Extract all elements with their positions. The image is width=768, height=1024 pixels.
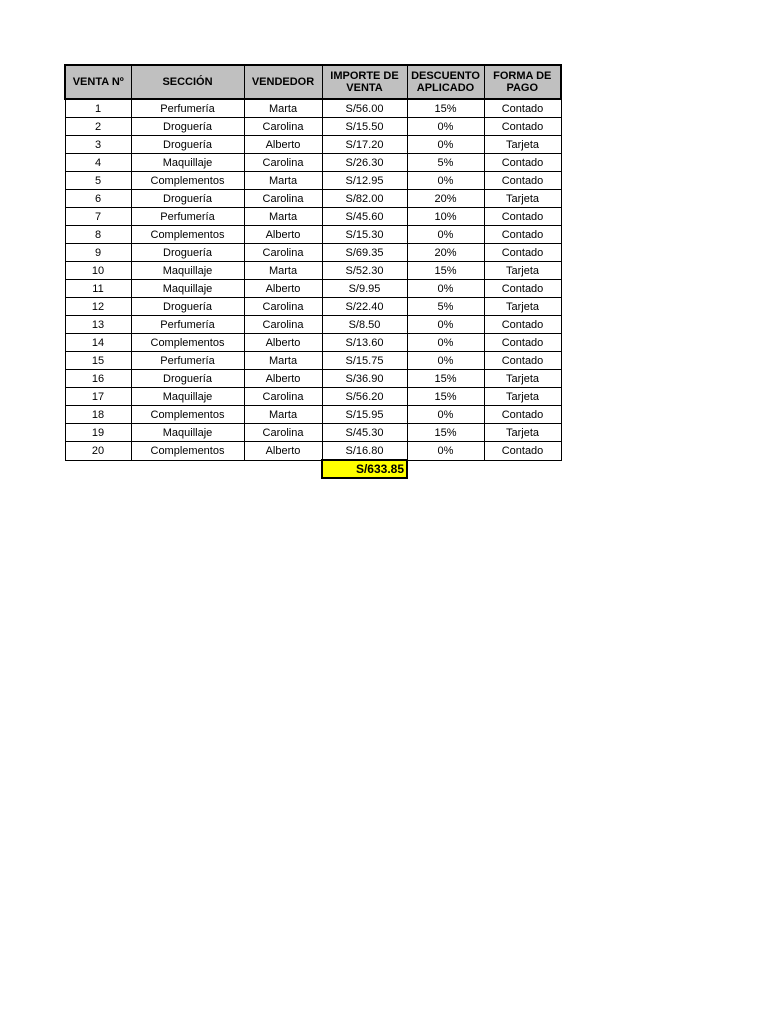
vendedor-cell[interactable]: Carolina (244, 298, 322, 316)
empty-cell (484, 460, 561, 478)
table-row (65, 190, 561, 208)
table-body (65, 99, 561, 460)
seccion-cell[interactable]: Droguería (131, 370, 244, 388)
venta-num-cell[interactable]: 4 (65, 154, 131, 172)
forma-pago-cell[interactable]: Tarjeta (484, 190, 561, 208)
venta-num-cell[interactable]: 19 (65, 424, 131, 442)
forma-pago-cell[interactable]: Tarjeta (484, 262, 561, 280)
spreadsheet-sheet (64, 64, 562, 479)
descuento-cell[interactable]: 20% (407, 244, 484, 262)
importe-cell[interactable]: S/17.20 (322, 136, 407, 154)
forma-pago-cell[interactable]: Contado (484, 280, 561, 298)
venta-num-cell[interactable]: 12 (65, 298, 131, 316)
descuento-cell[interactable]: 0% (407, 442, 484, 461)
importe-cell[interactable]: S/15.95 (322, 406, 407, 424)
header-forma-pago[interactable]: FORMA DE PAGO (484, 65, 561, 99)
vendedor-cell[interactable]: Marta (244, 352, 322, 370)
vendedor-cell[interactable]: Marta (244, 262, 322, 280)
header-importe[interactable]: IMPORTE DE VENTA (322, 65, 407, 99)
seccion-cell[interactable]: Perfumería (131, 99, 244, 118)
seccion-cell[interactable]: Complementos (131, 334, 244, 352)
forma-pago-cell[interactable]: Contado (484, 334, 561, 352)
forma-pago-cell[interactable]: Contado (484, 118, 561, 136)
table-row (65, 316, 561, 334)
forma-pago-cell[interactable]: Contado (484, 99, 561, 118)
venta-num-cell[interactable]: 17 (65, 388, 131, 406)
seccion-cell[interactable]: Maquillaje (131, 280, 244, 298)
importe-cell[interactable]: S/45.60 (322, 208, 407, 226)
table-row (65, 370, 561, 388)
vendedor-cell[interactable]: Marta (244, 99, 322, 118)
venta-num-cell[interactable]: 11 (65, 280, 131, 298)
importe-cell[interactable]: S/26.30 (322, 154, 407, 172)
table-row (65, 154, 561, 172)
descuento-cell[interactable]: 0% (407, 136, 484, 154)
empty-cell (131, 460, 244, 478)
table-row (65, 244, 561, 262)
seccion-cell[interactable]: Perfumería (131, 316, 244, 334)
table-row (65, 388, 561, 406)
forma-pago-cell[interactable]: Tarjeta (484, 370, 561, 388)
vendedor-cell[interactable]: Carolina (244, 424, 322, 442)
vendedor-cell[interactable]: Alberto (244, 334, 322, 352)
total-row (65, 460, 561, 478)
vendedor-cell[interactable]: Carolina (244, 190, 322, 208)
empty-cell (407, 460, 484, 478)
table-row (65, 442, 561, 461)
header-vendedor[interactable]: VENDEDOR (244, 65, 322, 99)
venta-num-cell[interactable]: 7 (65, 208, 131, 226)
forma-pago-cell[interactable]: Contado (484, 244, 561, 262)
total-importe-cell[interactable]: S/633.85 (322, 460, 407, 478)
descuento-cell[interactable]: 0% (407, 316, 484, 334)
importe-cell[interactable]: S/36.90 (322, 370, 407, 388)
vendedor-cell[interactable]: Alberto (244, 280, 322, 298)
venta-num-cell[interactable]: 15 (65, 352, 131, 370)
forma-pago-cell[interactable]: Tarjeta (484, 136, 561, 154)
table-row (65, 298, 561, 316)
descuento-cell[interactable]: 0% (407, 280, 484, 298)
forma-pago-cell[interactable]: Contado (484, 316, 561, 334)
vendedor-cell[interactable]: Carolina (244, 154, 322, 172)
table-row (65, 280, 561, 298)
header-venta-num[interactable]: VENTA Nº (65, 65, 131, 99)
descuento-cell[interactable]: 15% (407, 424, 484, 442)
importe-cell[interactable]: S/15.50 (322, 118, 407, 136)
vendedor-cell[interactable]: Alberto (244, 370, 322, 388)
seccion-cell[interactable]: Complementos (131, 442, 244, 461)
descuento-cell[interactable]: 0% (407, 226, 484, 244)
venta-num-cell[interactable]: 8 (65, 226, 131, 244)
importe-cell[interactable]: S/8.50 (322, 316, 407, 334)
importe-cell[interactable]: S/82.00 (322, 190, 407, 208)
importe-cell[interactable]: S/15.75 (322, 352, 407, 370)
table-row (65, 136, 561, 154)
forma-pago-cell[interactable]: Contado (484, 208, 561, 226)
vendedor-cell[interactable]: Alberto (244, 442, 322, 461)
descuento-cell[interactable]: 0% (407, 406, 484, 424)
table-row (65, 334, 561, 352)
table-row (65, 99, 561, 118)
importe-cell[interactable]: S/22.40 (322, 298, 407, 316)
descuento-cell[interactable]: 0% (407, 334, 484, 352)
forma-pago-cell[interactable]: Tarjeta (484, 388, 561, 406)
empty-cell (244, 460, 322, 478)
venta-num-cell[interactable]: 16 (65, 370, 131, 388)
forma-pago-cell[interactable]: Contado (484, 226, 561, 244)
seccion-cell[interactable]: Droguería (131, 118, 244, 136)
seccion-cell[interactable]: Droguería (131, 298, 244, 316)
vendedor-cell[interactable]: Carolina (244, 388, 322, 406)
seccion-cell[interactable]: Droguería (131, 244, 244, 262)
seccion-cell[interactable]: Droguería (131, 190, 244, 208)
seccion-cell[interactable]: Perfumería (131, 208, 244, 226)
forma-pago-cell[interactable]: Tarjeta (484, 424, 561, 442)
header-descuento[interactable]: DESCUENTO APLICADO (407, 65, 484, 99)
venta-num-cell[interactable]: 14 (65, 334, 131, 352)
seccion-cell[interactable]: Droguería (131, 136, 244, 154)
vendedor-cell[interactable]: Carolina (244, 244, 322, 262)
importe-cell[interactable]: S/13.60 (322, 334, 407, 352)
venta-num-cell[interactable]: 6 (65, 190, 131, 208)
descuento-cell[interactable]: 15% (407, 388, 484, 406)
seccion-cell[interactable]: Maquillaje (131, 424, 244, 442)
venta-num-cell[interactable]: 10 (65, 262, 131, 280)
descuento-cell[interactable]: 10% (407, 208, 484, 226)
empty-cell (65, 460, 131, 478)
seccion-cell[interactable]: Complementos (131, 406, 244, 424)
seccion-cell[interactable]: Complementos (131, 172, 244, 190)
header-seccion[interactable]: SECCIÓN (131, 65, 244, 99)
vendedor-cell[interactable]: Alberto (244, 226, 322, 244)
descuento-cell[interactable]: 0% (407, 172, 484, 190)
importe-cell[interactable]: S/12.95 (322, 172, 407, 190)
importe-cell[interactable]: S/52.30 (322, 262, 407, 280)
vendedor-cell[interactable]: Carolina (244, 316, 322, 334)
importe-cell[interactable]: S/15.30 (322, 226, 407, 244)
descuento-cell[interactable]: 5% (407, 154, 484, 172)
descuento-cell[interactable]: 15% (407, 370, 484, 388)
venta-num-cell[interactable]: 1 (65, 99, 131, 118)
table-row (65, 406, 561, 424)
descuento-cell[interactable]: 5% (407, 298, 484, 316)
table-row (65, 262, 561, 280)
forma-pago-cell[interactable]: Contado (484, 352, 561, 370)
table-row (65, 118, 561, 136)
venta-num-cell[interactable]: 3 (65, 136, 131, 154)
forma-pago-cell[interactable]: Contado (484, 154, 561, 172)
seccion-cell[interactable]: Maquillaje (131, 262, 244, 280)
importe-cell[interactable]: S/45.30 (322, 424, 407, 442)
importe-cell[interactable]: S/16.80 (322, 442, 407, 461)
importe-cell[interactable]: S/56.00 (322, 99, 407, 118)
vendedor-cell[interactable]: Marta (244, 172, 322, 190)
vendedor-cell[interactable]: Marta (244, 406, 322, 424)
venta-num-cell[interactable]: 9 (65, 244, 131, 262)
table-row (65, 352, 561, 370)
venta-num-cell[interactable]: 20 (65, 442, 131, 461)
table-header-row (65, 65, 561, 99)
venta-num-cell[interactable]: 2 (65, 118, 131, 136)
forma-pago-cell[interactable]: Tarjeta (484, 298, 561, 316)
vendedor-cell[interactable]: Carolina (244, 118, 322, 136)
descuento-cell[interactable]: 15% (407, 99, 484, 118)
venta-num-cell[interactable]: 18 (65, 406, 131, 424)
table-row (65, 208, 561, 226)
table-row (65, 424, 561, 442)
table-row (65, 172, 561, 190)
venta-num-cell[interactable]: 13 (65, 316, 131, 334)
forma-pago-cell[interactable]: Contado (484, 172, 561, 190)
descuento-cell[interactable]: 0% (407, 118, 484, 136)
seccion-cell[interactable]: Maquillaje (131, 388, 244, 406)
descuento-cell[interactable]: 0% (407, 352, 484, 370)
seccion-cell[interactable]: Maquillaje (131, 154, 244, 172)
seccion-cell[interactable]: Perfumería (131, 352, 244, 370)
table-row (65, 226, 561, 244)
seccion-cell[interactable]: Complementos (131, 226, 244, 244)
venta-num-cell[interactable]: 5 (65, 172, 131, 190)
importe-cell[interactable]: S/9.95 (322, 280, 407, 298)
forma-pago-cell[interactable]: Contado (484, 442, 561, 461)
descuento-cell[interactable]: 15% (407, 262, 484, 280)
forma-pago-cell[interactable]: Contado (484, 406, 561, 424)
vendedor-cell[interactable]: Alberto (244, 136, 322, 154)
descuento-cell[interactable]: 20% (407, 190, 484, 208)
sales-table (64, 64, 562, 479)
importe-cell[interactable]: S/56.20 (322, 388, 407, 406)
vendedor-cell[interactable]: Marta (244, 208, 322, 226)
importe-cell[interactable]: S/69.35 (322, 244, 407, 262)
